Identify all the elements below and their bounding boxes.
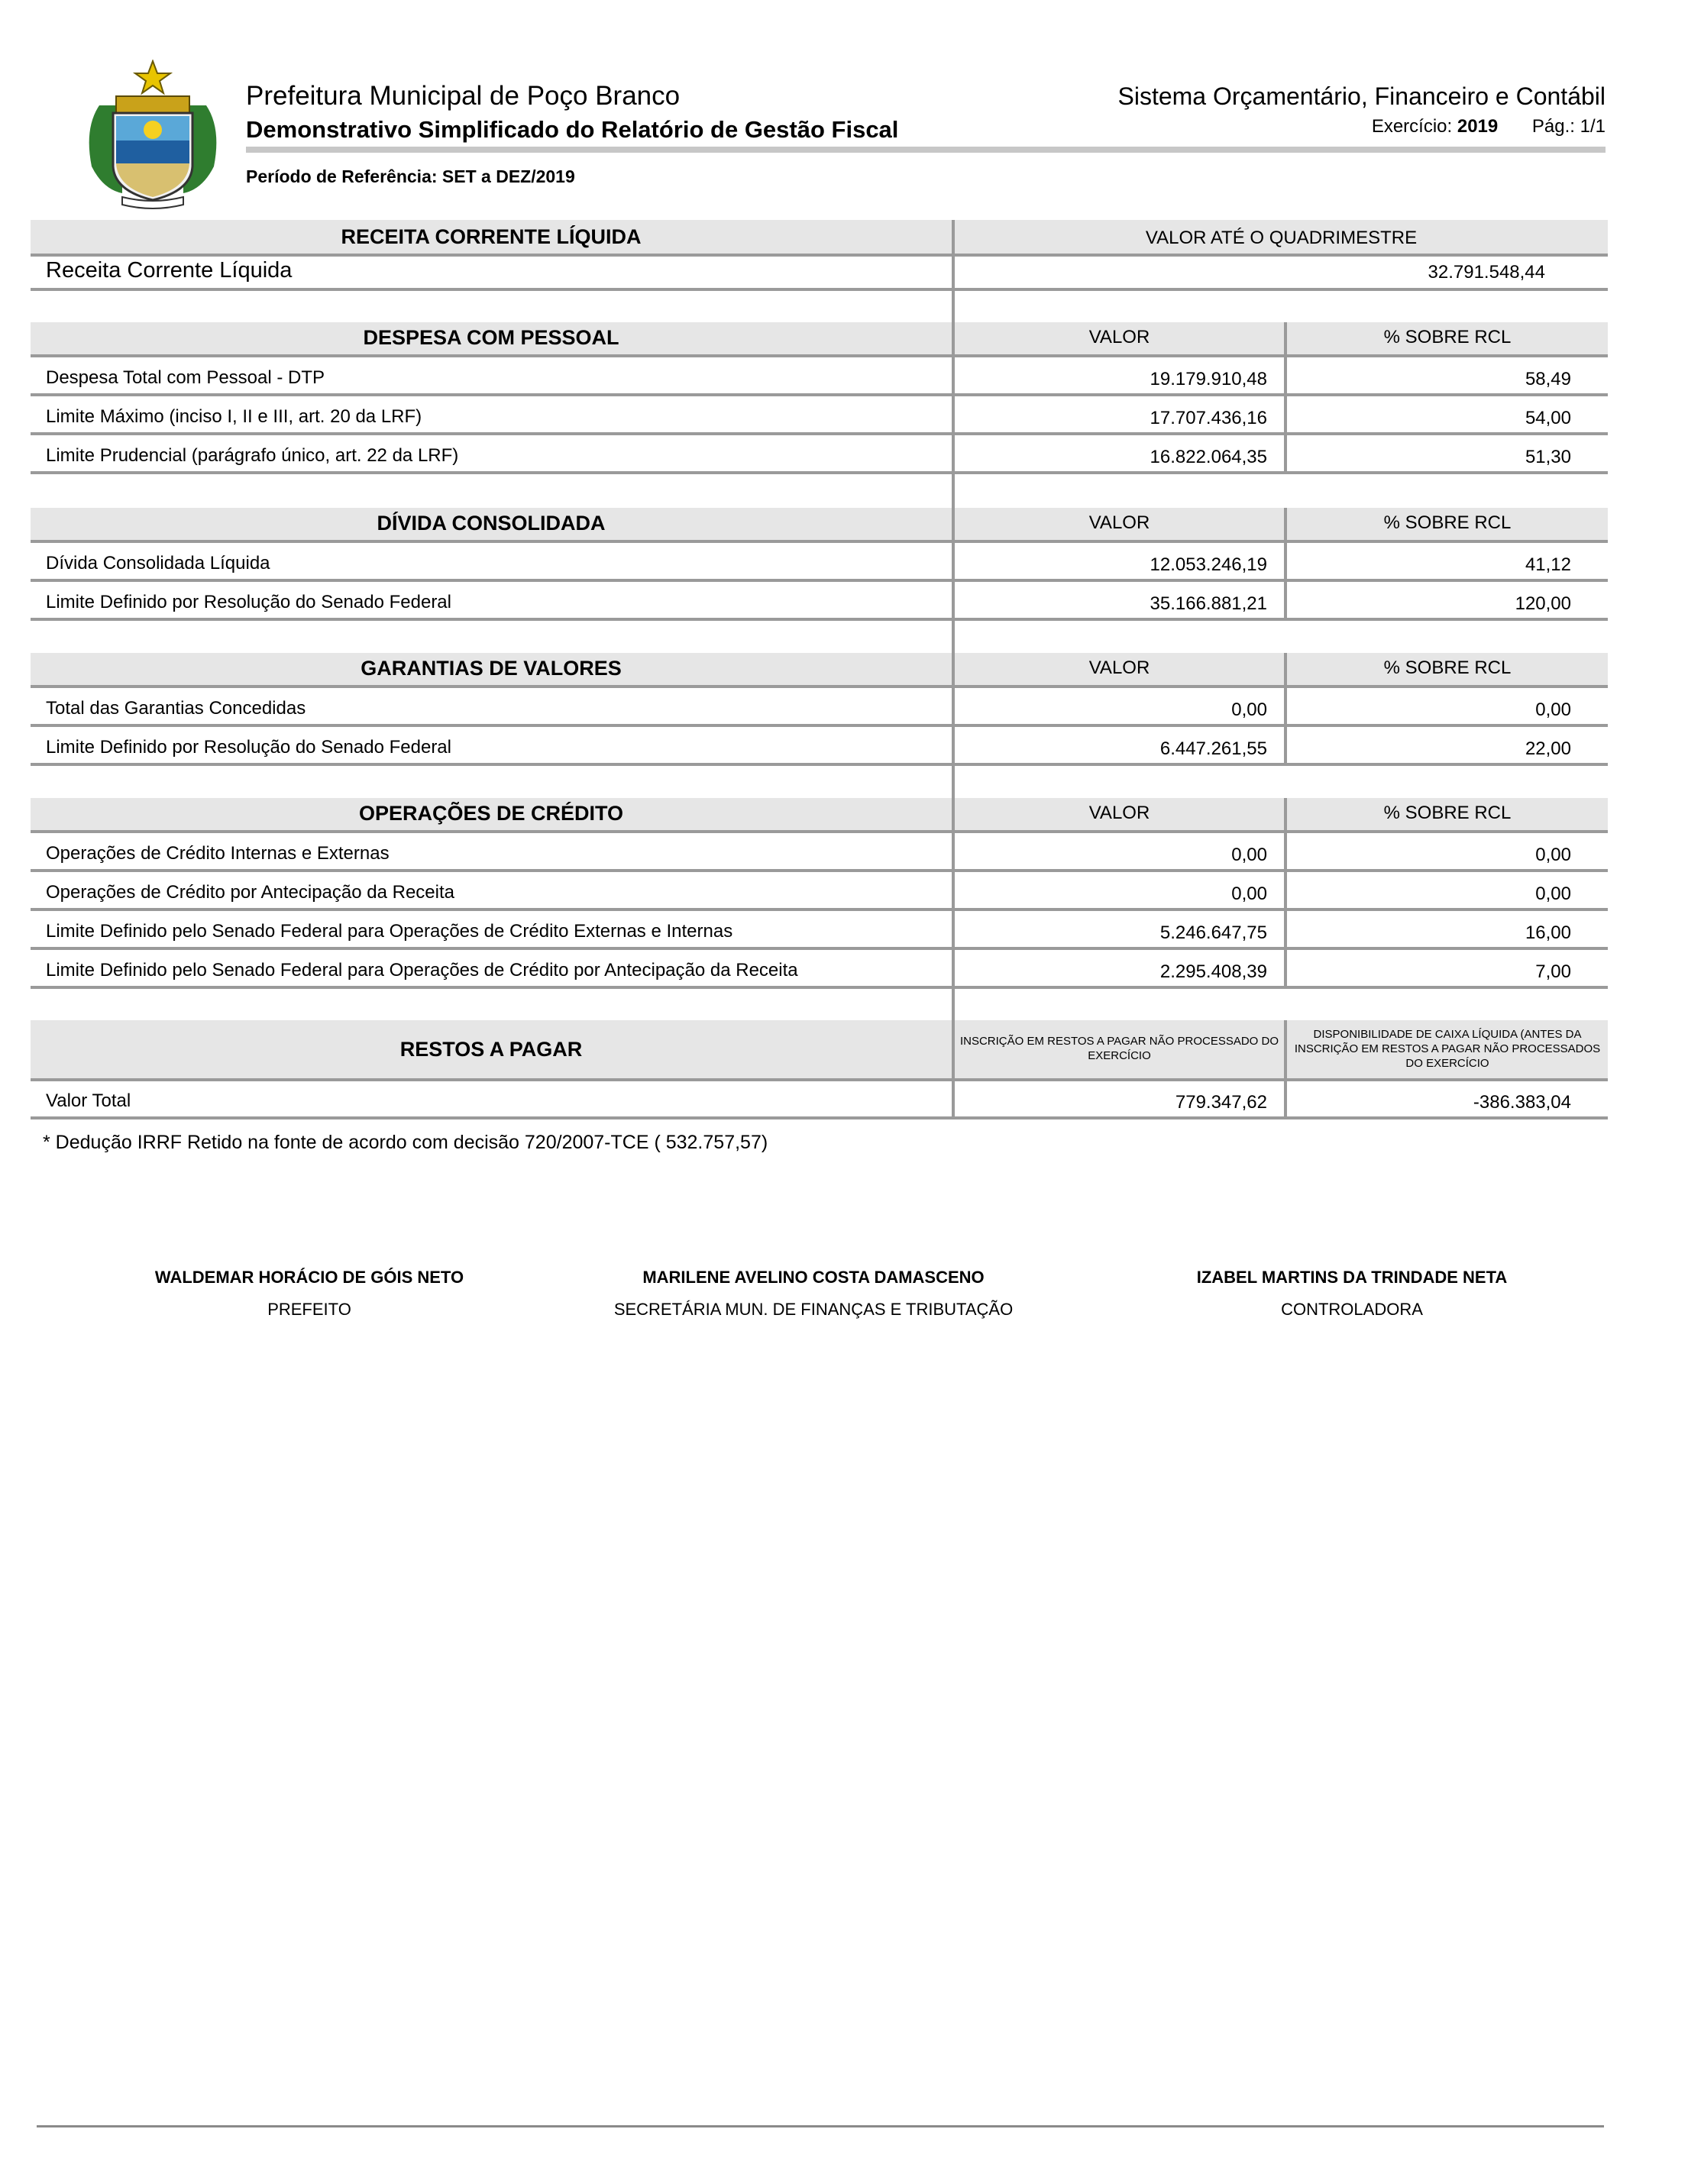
rcl-label: Receita Corrente Líquida [31, 257, 955, 288]
section-gap [31, 989, 1608, 1021]
table-row [31, 357, 1608, 396]
divida-header-row [31, 508, 1608, 543]
table-row [31, 396, 1608, 435]
valor-column-header: VALOR [955, 508, 1287, 540]
table-row [31, 950, 1608, 989]
row-valor: 6.447.261,55 [955, 727, 1287, 763]
restos-header-row [31, 1020, 1608, 1081]
row-valor: 0,00 [955, 872, 1287, 908]
exercise-label: Exercício: [1371, 116, 1453, 137]
table-row [31, 727, 1608, 766]
footer-divider [37, 2125, 1604, 2127]
pct-column-header: % SOBRE RCL [1383, 657, 1512, 678]
valor-column-header: VALOR [955, 322, 1287, 354]
table-row [31, 435, 1608, 474]
operacoes-header-row [31, 798, 1608, 833]
rcl-title: RECEITA CORRENTE LÍQUIDA [31, 220, 955, 254]
reference-period: Período de Referência: SET a DEZ/2019 [246, 166, 575, 186]
exercise-year: 2019 [1457, 116, 1499, 137]
rcl-section [31, 220, 1608, 325]
pct-column-header: % SOBRE RCL [1383, 327, 1512, 347]
row-label: Total das Garantias Concedidas [31, 688, 955, 724]
row-label: Limite Prudencial (parágrafo único, art. 22 da LRF) [31, 435, 955, 471]
table-row [31, 1081, 1608, 1119]
row-pct: 16,00 [1525, 922, 1571, 943]
row-pct: 7,00 [1535, 961, 1571, 982]
garantias-header-row [31, 653, 1608, 688]
divida-title: DÍVIDA CONSOLIDADA [31, 508, 955, 540]
table-row [31, 911, 1608, 950]
garantias-section [31, 653, 1608, 798]
table-row [31, 257, 1608, 291]
pessoal-section [31, 322, 1608, 508]
page-number: Pág.: 1/1 [1531, 116, 1606, 137]
table-row [31, 833, 1608, 872]
municipal-coat-of-arms-icon [69, 60, 237, 212]
table-row [31, 582, 1608, 621]
row-valor: 0,00 [955, 688, 1287, 724]
signatory-name: MARILENE AVELINO COSTA DAMASCENO [642, 1268, 985, 1287]
row-valor: 16.822.064,35 [955, 435, 1287, 471]
signature-block [42, 1268, 577, 1320]
restos-title: RESTOS A PAGAR [31, 1020, 955, 1078]
signatory-name: IZABEL MARTINS DA TRINDADE NETA [1196, 1268, 1508, 1287]
signature-block [546, 1268, 1081, 1320]
row-label: Limite Definido pelo Senado Federal para Operações de Crédito por Antecipação da Receita [31, 950, 955, 986]
report-title: Demonstrativo Simplificado do Relatório de Gestão Fiscal [246, 116, 899, 143]
row-pct: 22,00 [1525, 738, 1571, 759]
table-row [31, 872, 1608, 911]
rcl-column-header: VALOR ATÉ O QUADRIMESTRE [1145, 228, 1418, 248]
garantias-title: GARANTIAS DE VALORES [31, 653, 955, 685]
municipality-name: Prefeitura Municipal de Poço Branco [246, 81, 681, 111]
section-gap [31, 474, 1608, 508]
table-row [31, 543, 1608, 582]
row-valor: 35.166.881,21 [955, 582, 1287, 618]
row-valor: 5.246.647,75 [955, 911, 1287, 947]
row-pct: 41,12 [1525, 554, 1571, 575]
row-label: Operações de Crédito por Antecipação da Receita [31, 872, 955, 908]
section-gap [31, 291, 1608, 325]
rcl-value: 32.791.548,44 [1428, 262, 1545, 283]
row-label: Valor Total [31, 1081, 955, 1116]
row-label: Despesa Total com Pessoal - DTP [31, 357, 955, 393]
row-valor: 0,00 [955, 833, 1287, 869]
pct-column-header: % SOBRE RCL [1383, 512, 1512, 533]
row-label: Limite Definido por Resolução do Senado Federal [31, 582, 955, 618]
row-pct: 54,00 [1525, 408, 1571, 428]
row-label: Dívida Consolidada Líquida [31, 543, 955, 579]
pct-column-header: % SOBRE RCL [1383, 803, 1512, 823]
signatory-name: WALDEMAR HORÁCIO DE GÓIS NETO [154, 1268, 464, 1287]
rcl-header-row [31, 220, 1608, 257]
row-valor: 12.053.246,19 [955, 543, 1287, 579]
row-pct: 58,49 [1525, 369, 1571, 389]
signatory-role: CONTROLADORA [1281, 1300, 1423, 1319]
exercise-info [1372, 116, 1606, 137]
row-label: Limite Definido pelo Senado Federal para Operações de Crédito Externas e Internas [31, 911, 955, 947]
row-pct: 51,30 [1525, 447, 1571, 467]
table-row [31, 688, 1608, 727]
row-pct: 0,00 [1535, 884, 1571, 904]
inscricao-column-header: INSCRIÇÃO EM RESTOS A PAGAR NÃO PROCESSADO DO EXERCÍCIO [955, 1020, 1287, 1078]
row-valor: 779.347,62 [955, 1081, 1287, 1116]
row-pct: 0,00 [1535, 699, 1571, 720]
disponibilidade-column-header: DISPONIBILIDADE DE CAIXA LÍQUIDA (ANTES DA INSCRIÇÃO EM RESTOS A PAGAR NÃO PROCESSADOS DO EXERCÍCIO [1294, 1027, 1601, 1070]
row-valor: 17.707.436,16 [955, 396, 1287, 432]
restos-section [31, 1020, 1608, 1119]
row-valor: 19.179.910,48 [955, 357, 1287, 393]
footnote: * Dedução IRRF Retido na fonte de acordo com decisão 720/2007-TCE ( 532.757,57) [43, 1132, 768, 1153]
section-gap [31, 766, 1608, 798]
row-pct: 0,00 [1535, 845, 1571, 865]
row-label: Limite Máximo (inciso I, II e III, art. 20 da LRF) [31, 396, 955, 432]
signatory-role: SECRETÁRIA MUN. DE FINANÇAS E TRIBUTAÇÃO [613, 1300, 1014, 1319]
signatory-role: PREFEITO [267, 1300, 351, 1319]
section-gap [31, 621, 1608, 653]
operacoes-section [31, 798, 1608, 1021]
pessoal-title: DESPESA COM PESSOAL [31, 322, 955, 354]
row-label: Operações de Crédito Internas e Externas [31, 833, 955, 869]
row-pct: 120,00 [1515, 593, 1571, 614]
divida-section [31, 508, 1608, 653]
valor-column-header: VALOR [955, 653, 1287, 685]
system-name: Sistema Orçamentário, Financeiro e Contábil [1117, 82, 1606, 110]
header-divider [246, 147, 1606, 153]
pessoal-header-row [31, 322, 1608, 357]
row-valor: 2.295.408,39 [955, 950, 1287, 986]
valor-column-header: VALOR [955, 798, 1287, 830]
operacoes-title: OPERAÇÕES DE CRÉDITO [31, 798, 955, 830]
row-pct: -386.383,04 [1473, 1092, 1571, 1113]
signature-block [1085, 1268, 1619, 1320]
row-label: Limite Definido por Resolução do Senado Federal [31, 727, 955, 763]
